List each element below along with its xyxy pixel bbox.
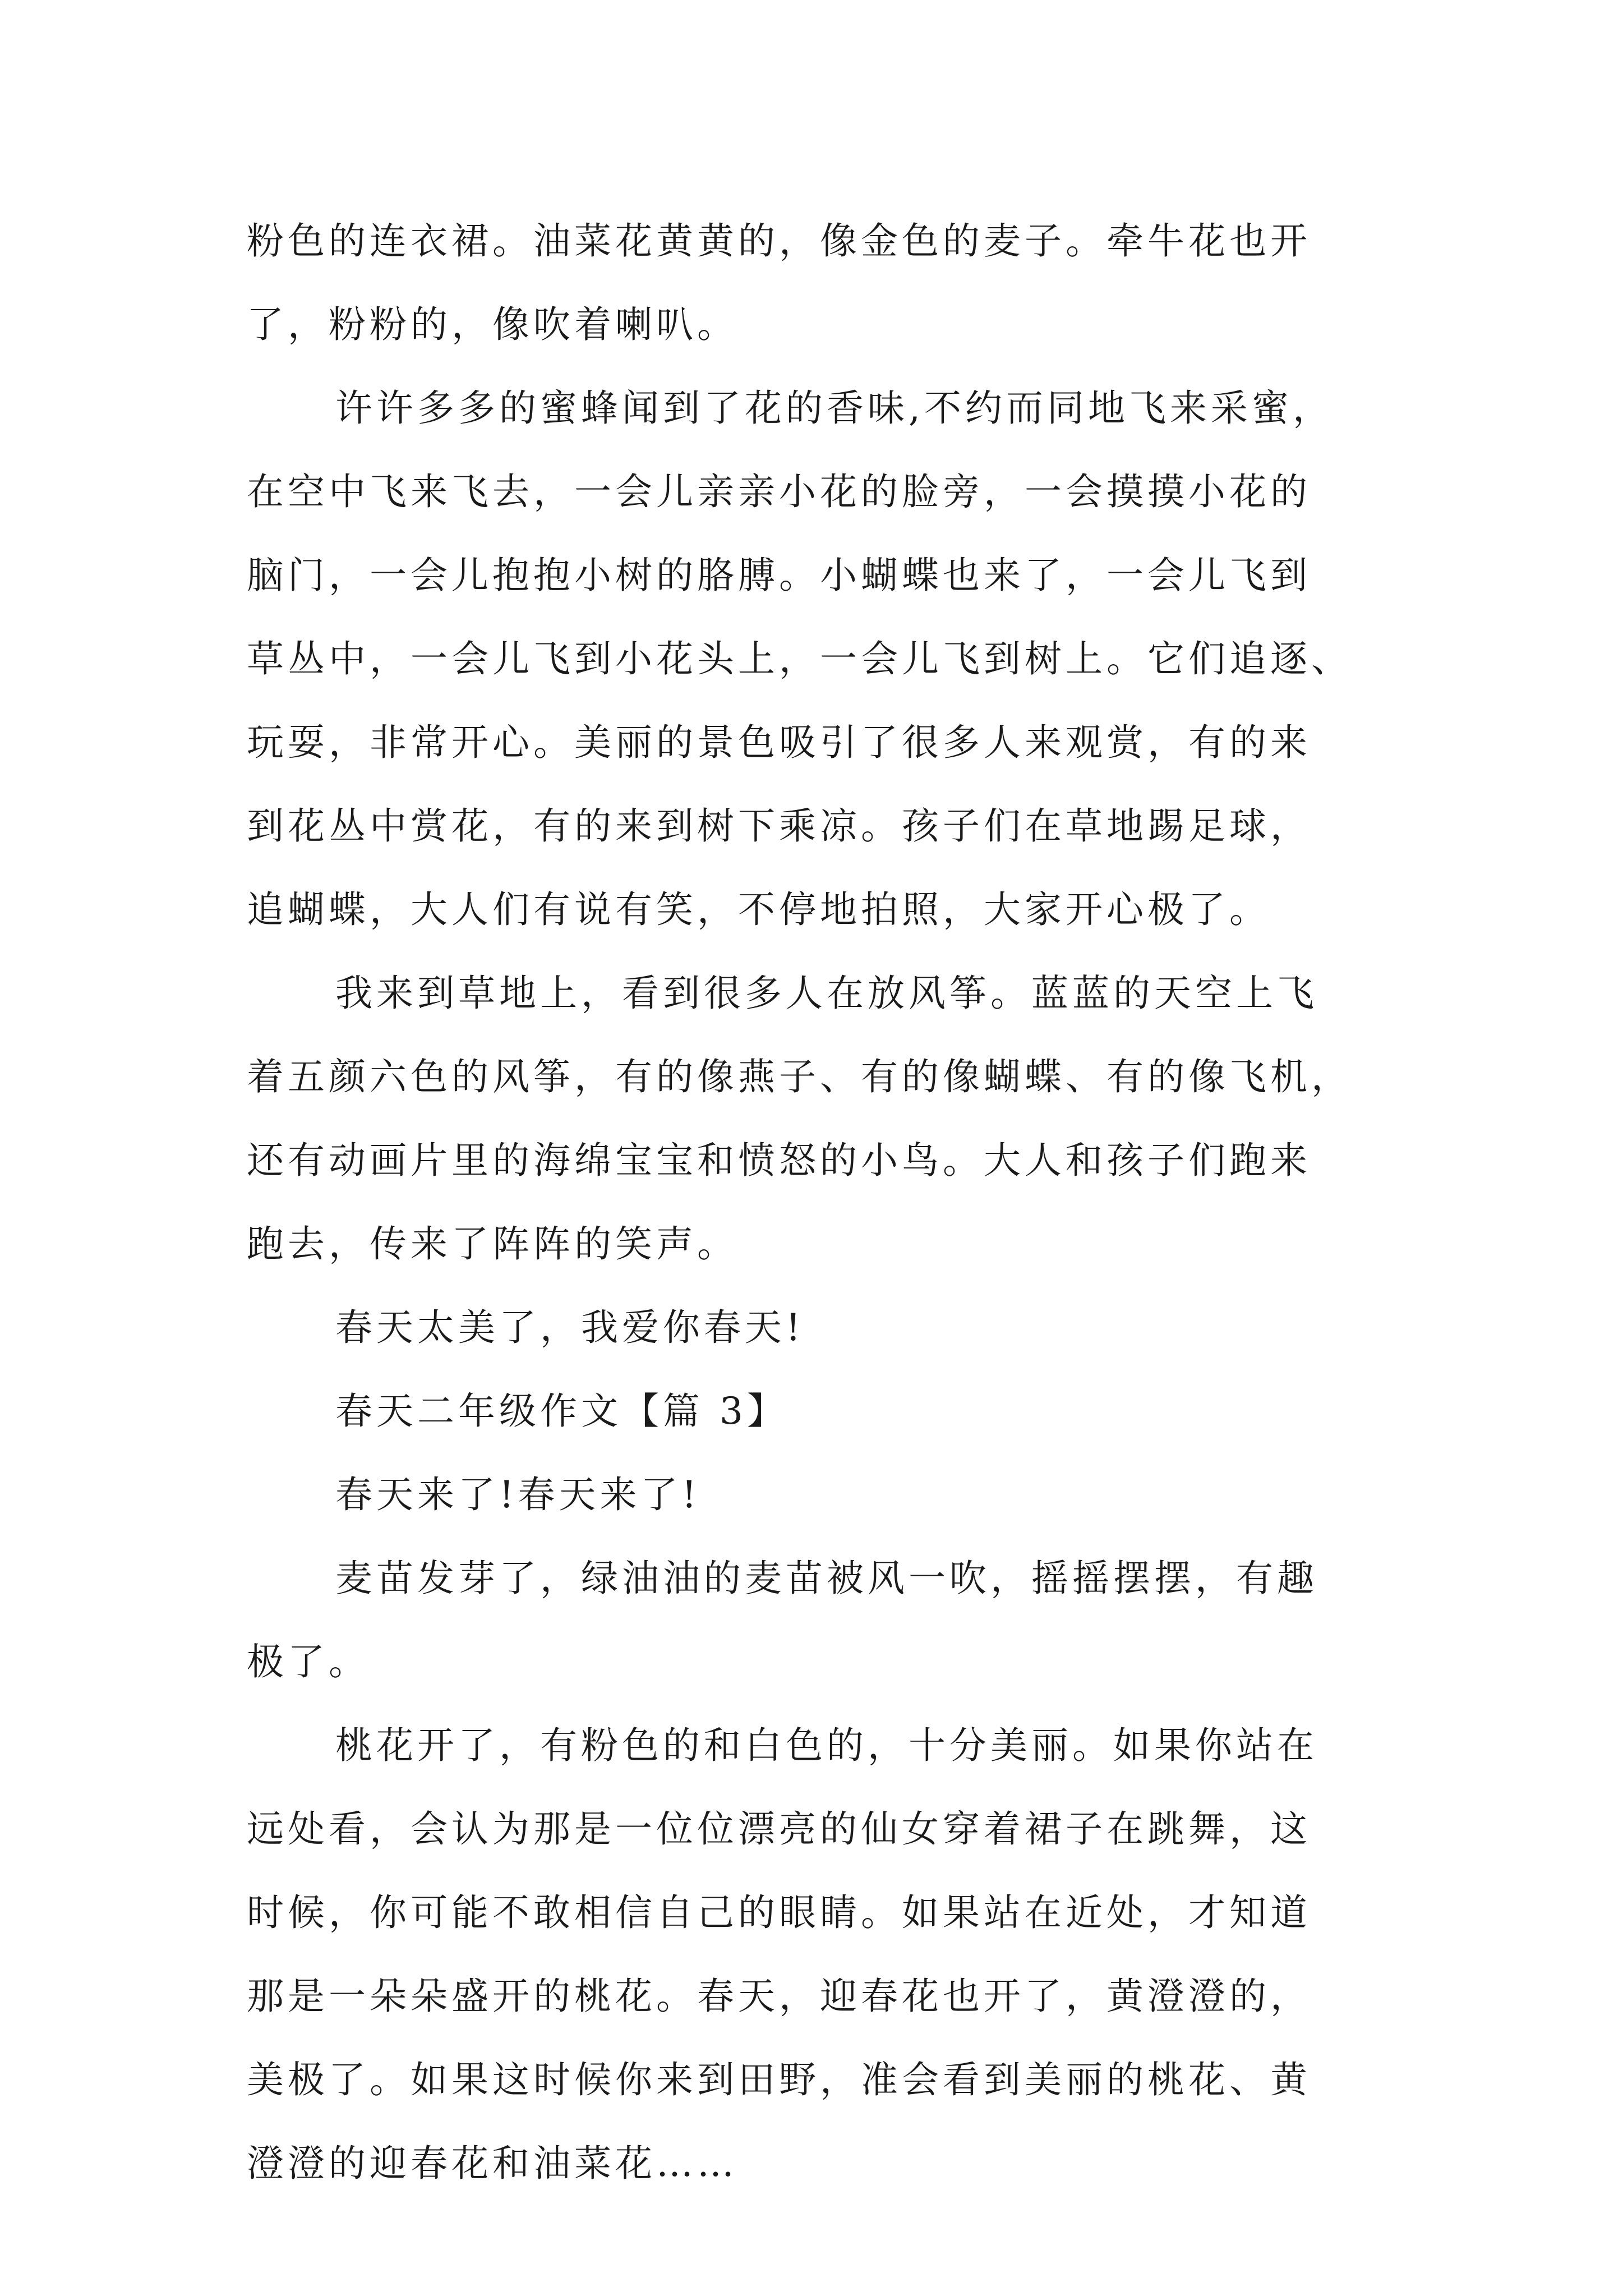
text-line: 草丛中，一会儿飞到小花头上，一会儿飞到树上。它们追逐、 — [247, 637, 1352, 680]
text-line: 脑门，一会儿抱抱小树的胳膊。小蝴蝶也来了，一会儿飞到 — [247, 554, 1311, 597]
essay-body — [247, 199, 1424, 2205]
text-line: 远处看，会认为那是一位位漂亮的仙女穿着裙子在跳舞，这 — [247, 1807, 1311, 1851]
text-line: 时候，你可能不敢相信自己的眼睛。如果站在近处，才知道 — [247, 1891, 1311, 1934]
section-heading: 春天二年级作文【篇 3】 — [335, 1389, 788, 1433]
paragraph-start-line: 麦苗发芽了，绿油油的麦苗被风一吹，摇摇摆摆，有趣 — [335, 1557, 1318, 1600]
text-line: 粉色的连衣裙。油菜花黄黄的，像金色的麦子。牵牛花也开 — [247, 219, 1311, 263]
paragraph-start-line: 春天太美了，我爱你春天! — [335, 1306, 805, 1349]
text-line: 极了。 — [247, 1640, 370, 1683]
text-line: 着五颜六色的风筝，有的像燕子、有的像蝴蝶、有的像飞机， — [247, 1055, 1352, 1098]
text-line: 追蝴蝶，大人们有说有笑，不停地拍照，大家开心极了。 — [247, 888, 1270, 931]
text-line: 美极了。如果这时候你来到田野，准会看到美丽的桃花、黄 — [247, 2058, 1311, 2101]
text-line: 到花丛中赏花，有的来到树下乘凉。孩子们在草地踢足球， — [247, 804, 1311, 848]
text-line: 在空中飞来飞去，一会儿亲亲小花的脸旁，一会摸摸小花的 — [247, 470, 1311, 513]
text-line: 了，粉粉的，像吹着喇叭。 — [247, 303, 738, 346]
paragraph-start-line: 春天来了!春天来了! — [335, 1473, 701, 1516]
text-line: 还有动画片里的海绵宝宝和愤怒的小鸟。大人和孩子们跑来 — [247, 1139, 1311, 1182]
text-line: 跑去，传来了阵阵的笑声。 — [247, 1222, 738, 1266]
paragraph-start-line: 桃花开了，有粉色的和白色的，十分美丽。如果你站在 — [335, 1724, 1318, 1767]
text-line: 玩耍，非常开心。美丽的景色吸引了很多人来观赏，有的来 — [247, 721, 1311, 764]
paragraph-start-line: 我来到草地上，看到很多人在放风筝。蓝蓝的天空上飞 — [335, 972, 1318, 1015]
text-line: 那是一朵朵盛开的桃花。春天，迎春花也开了，黄澄澄的， — [247, 1975, 1311, 2018]
text-line: 澄澄的迎春花和油菜花…… — [247, 2142, 738, 2185]
paragraph-start-line: 许许多多的蜜蜂闻到了花的香味,不约而同地飞来采蜜， — [335, 386, 1334, 430]
